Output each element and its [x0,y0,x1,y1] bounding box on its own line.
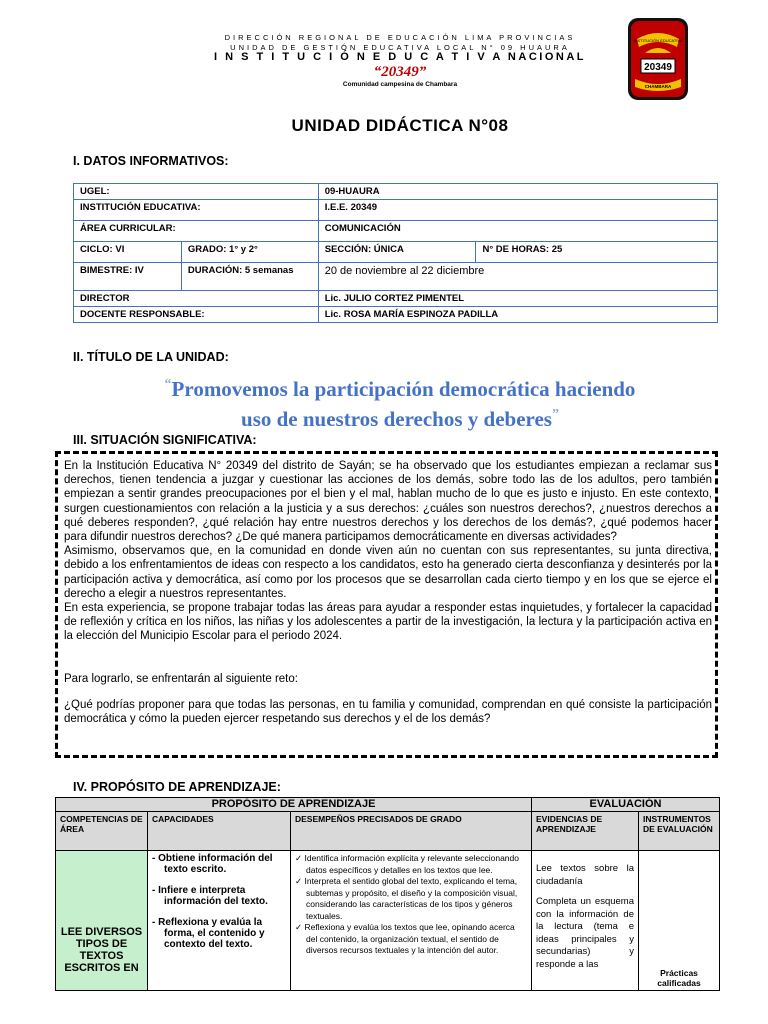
bimestre-cell: BIMESTRE: IV [74,263,182,291]
info-table [73,183,718,323]
open-quote: “ [164,377,172,392]
situation-paragraph-2: Asimismo, observamos que, en la comunidad en donde viven aún no cuentan con sus representantes, su junta directiva, debido a los enfrentamientos de ideas con respecto a los candidatos, esto ha generado cierta desconfianza y desinterés por la participación activa y democrática, así como por los procesos que se desarrollan cada cierto tiempo y en los que se ejerce el derecho a elegir a nuestros representantes. [64,545,712,600]
area-label: ÁREA CURRICULAR: [74,221,319,242]
evidence-2: Completa un esquema con la información de la lectura (tema e ideas principales y secundarias) y responde a las [536,896,634,970]
grado-cell: GRADO: 1° y 2° [181,242,318,263]
docente-label: DOCENTE RESPONSABLE: [74,307,319,323]
unit-title [80,372,720,432]
purpose-header: PROPÓSITO DE APRENDIZAJE [56,798,532,812]
instrument-cell: Prácticas calificadas [639,851,720,991]
capacity-item: - Infiere e interpreta información del texto. [152,885,268,907]
capacity-item: - Reflexiona y evalúa la forma, el contenido y contexto del texto. [152,917,265,950]
capacity-item: - Obtiene información del texto escrito. [152,853,273,875]
section-1-heading: I. DATOS INFORMATIVOS: [73,154,229,168]
evidence-1: Lee textos sobre la ciudadanía [536,863,634,887]
header-line-2: UNIDAD DE GESTIÓN EDUCATIVA LOCAL N° 09 HUAURA [230,43,570,52]
ie-label: INSTITUCIÓN EDUCATIVA: [74,200,319,221]
horas-cell: N° DE HORAS: 25 [476,242,718,263]
col-instrumentos: INSTRUMENTOS DE EVALUACIÓN [639,812,720,851]
logo-number: 20349 [644,62,672,73]
seccion-cell: SECCIÓN: ÚNICA [318,242,476,263]
header-line-1: DIRECCIÓN REGIONAL DE EDUCACIÓN LIMA PROVINCIAS [224,33,576,42]
competency-cell: LEE DIVERSOS TIPOS DE TEXTOS ESCRITOS EN [56,851,148,991]
docente-value: Lic. ROSA MARÍA ESPINOZA PADILLA [318,307,717,323]
header-line-3: I N S T I T U C I Ó N E D U C A T I V A NACIONAL [214,51,586,63]
col-evidencias: EVIDENCIAS DE APRENDIZAJE [532,812,639,851]
situation-text [64,459,712,726]
unit-title-line-2: uso de nuestros derechos y deberes [241,407,552,431]
section-2-heading: II. TÍTULO DE LA UNIDAD: [73,350,229,364]
performance-item: ✓ Identifica información explícita y relevante seleccionando datos específicos y detalles en los textos que lee. [295,853,519,875]
ie-value: I.E.E. 20349 [318,200,717,221]
page-title: UNIDAD DIDÁCTICA N°08 [291,116,509,135]
director-value: Lic. JULIO CORTEZ PIMENTEL [318,291,717,307]
close-quote: ” [551,407,559,422]
director-label: DIRECTOR [74,291,319,307]
unit-title-line-1: Promovemos la participación democrática haciendo [171,377,636,401]
ugel-label: UGEL: [74,184,319,200]
logo-bottom-text: CHAMBARA [644,84,672,89]
logo-top-text: INSTITUCIÓN EDUCATIVA [633,38,683,43]
col-competencias: COMPETENCIAS DE ÁREA [56,812,148,851]
col-capacidades: CAPACIDADES [148,812,291,851]
school-number: “20349” [373,64,427,80]
community-name: Comunidad campesina de Chambara [342,81,458,88]
section-3-heading: III. SITUACIÓN SIGNIFICATIVA: [73,433,257,447]
situation-paragraph-4: Para lograrlo, se enfrentarán al siguiente reto: [64,672,298,685]
performance-item: ✓ Interpreta el sentido global del texto, explicando el tema, subtemas y propósito, el diseño y la composición visual, considerando las características de los tipos y géneros textuales. [295,876,518,921]
situation-challenge: ¿Qué podrías proponer para que todas las personas, en tu familia y comunidad, comprendan en qué consiste la participación democrática y cómo la pueden ejercer respetando sus derechos y el de los demás? [64,698,712,726]
school-logo [627,17,689,101]
performance-item: ✓ Reflexiona y evalúa los textos que lee, opinando acerca del contenido, la organización textual, el sentido de diversos recursos textuales y la intención del autor. [295,922,515,955]
fechas-cell: 20 de noviembre al 22 diciembre [318,263,717,291]
purpose-table [55,797,720,991]
capacities-cell [148,851,291,991]
evidence-cell [532,851,639,991]
col-desempenos: DESEMPEÑOS PRECISADOS DE GRADO [291,812,532,851]
ugel-value: 09-HUAURA [318,184,717,200]
situation-paragraph-1: En la Institución Educativa N° 20349 del distrito de Sayán; se ha observado que los estudiantes empiezan a reclamar sus derechos, tienen tendencia a juzgar y cuestionar las acciones de los demás, sobre todo las de los adultos, pero también empiezan a sentir grandes preocupaciones por el bien y el mal, hablan mucho de lo que es justo e injusto. En este contexto, surgen cuestionamientos con relación a la justicia y a sus derechos: ¿cuáles son nuestros derechos?, ¿nuestros derechos a qué deberes responden?, ¿qué relación hay entre nuestros derechos y los derechos de los demás?, ¿qué podemos hacer para difundir nuestros derechos? ¿De qué manera participamos democráticamente en diversas actividades? [64,460,712,544]
section-4-heading: IV. PROPÓSITO DE APRENDIZAJE: [73,780,281,794]
duracion-cell: DURACIÓN: 5 semanas [181,263,318,291]
evaluation-header: EVALUACIÓN [532,798,720,812]
performances-cell [291,851,532,991]
ciclo-cell: CICLO: VI [74,242,182,263]
area-value: COMUNICACIÓN [318,221,717,242]
situation-paragraph-3: En esta experiencia, se propone trabajar todas las áreas para ayudar a responder estas inquietudes, y fortalecer la capacidad de reflexión y crítica en los niños, las niñas y los adolescentes a partir de la investigación, la lectura y la participación activa en la elección del Municipio Escolar para el periodo 2024. [64,602,712,643]
